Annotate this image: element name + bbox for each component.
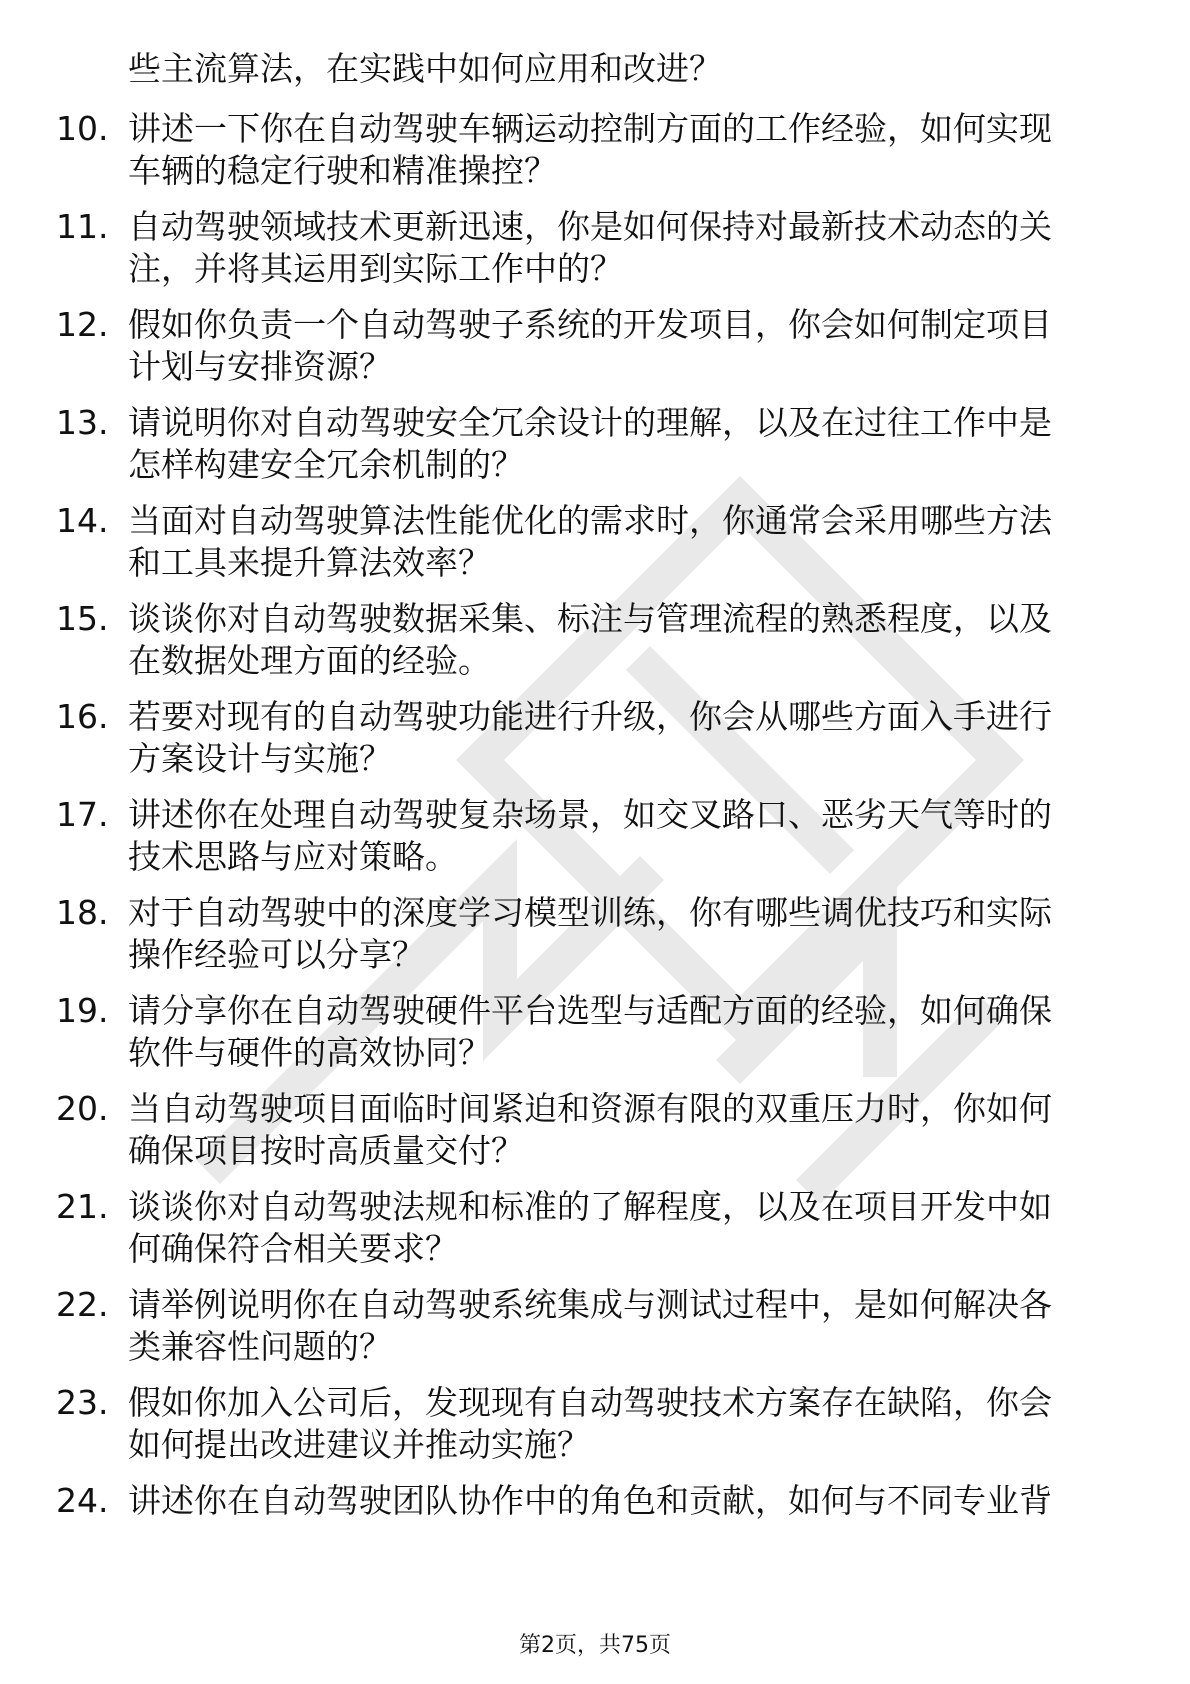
- question-text-line: 请说明你对自动驾驶安全冗余设计的理解，以及在过往工作中是: [128, 403, 1052, 442]
- question-number: 12.: [56, 305, 109, 344]
- list-item: [0, 108, 1190, 204]
- question-text-line: 操作经验可以分享？: [128, 935, 425, 974]
- question-text-line: 注，并将其运用到实际工作中的？: [128, 249, 623, 288]
- page-number-footer: 第2页，共75页: [519, 1633, 671, 1658]
- continued-question-text: 些主流算法，在实践中如何应用和改进？: [128, 49, 722, 88]
- question-text-line: 和工具来提升算法效率？: [128, 543, 491, 582]
- question-text-line: 车辆的稳定行驶和精准操控？: [128, 151, 557, 190]
- question-number: 24.: [56, 1481, 109, 1520]
- list-item: [0, 1480, 1190, 1576]
- question-text-line: 假如你加入公司后，发现现有自动驾驶技术方案存在缺陷，你会: [128, 1383, 1052, 1422]
- question-number: 10.: [56, 109, 109, 148]
- question-text-line: 当面对自动驾驶算法性能优化的需求时，你通常会采用哪些方法: [128, 501, 1052, 540]
- question-number: 19.: [56, 991, 109, 1030]
- question-number: 22.: [56, 1285, 109, 1324]
- question-number: 18.: [56, 893, 109, 932]
- question-text-line: 软件与硬件的高效协同？: [128, 1033, 491, 1072]
- question-list: [0, 108, 1190, 1578]
- question-number: 20.: [56, 1089, 109, 1128]
- question-number: 17.: [56, 795, 109, 834]
- list-item: [0, 892, 1190, 988]
- list-item: [0, 1186, 1190, 1282]
- question-text-line: 在数据处理方面的经验。: [128, 641, 491, 680]
- list-item: [0, 1382, 1190, 1478]
- question-text-line: 对于自动驾驶中的深度学习模型训练，你有哪些调优技巧和实际: [128, 893, 1052, 932]
- list-item: [0, 1284, 1190, 1380]
- question-text-line: 请分享你在自动驾驶硬件平台选型与适配方面的经验，如何确保: [128, 991, 1052, 1030]
- list-item: [0, 1088, 1190, 1184]
- question-text-line: 方案设计与实施？: [128, 739, 392, 778]
- question-number: 21.: [56, 1187, 109, 1226]
- question-text-line: 技术思路与应对策略。: [128, 837, 458, 876]
- question-number: 14.: [56, 501, 109, 540]
- question-number: 23.: [56, 1383, 109, 1422]
- question-text-line: 怎样构建安全冗余机制的？: [128, 445, 524, 484]
- question-number: 15.: [56, 599, 109, 638]
- list-item: [0, 990, 1190, 1086]
- question-text-line: 谈谈你对自动驾驶法规和标准的了解程度，以及在项目开发中如: [128, 1187, 1052, 1226]
- question-number: 16.: [56, 697, 109, 736]
- question-text-line: 当自动驾驶项目面临时间紧迫和资源有限的双重压力时，你如何: [128, 1089, 1052, 1128]
- question-text-line: 确保项目按时高质量交付？: [128, 1131, 524, 1170]
- list-item: [0, 500, 1190, 596]
- question-text-line: 类兼容性问题的？: [128, 1327, 392, 1366]
- question-text-line: 自动驾驶领域技术更新迅速，你是如何保持对最新技术动态的关: [128, 207, 1052, 246]
- question-text-line: 讲述你在自动驾驶团队协作中的角色和贡献，如何与不同专业背: [128, 1481, 1052, 1520]
- list-item: [0, 304, 1190, 400]
- question-text-line: 假如你负责一个自动驾驶子系统的开发项目，你会如何制定项目: [128, 305, 1052, 344]
- list-item: [0, 696, 1190, 792]
- question-text-line: 请举例说明你在自动驾驶系统集成与测试过程中，是如何解决各: [128, 1285, 1052, 1324]
- question-text-line: 如何提出改进建议并推动实施？: [128, 1425, 590, 1464]
- list-item: [0, 402, 1190, 498]
- question-number: 11.: [56, 207, 109, 246]
- question-text-line: 谈谈你对自动驾驶数据采集、标注与管理流程的熟悉程度，以及: [128, 599, 1052, 638]
- question-text-line: 若要对现有的自动驾驶功能进行升级，你会从哪些方面入手进行: [128, 697, 1052, 736]
- question-number: 13.: [56, 403, 109, 442]
- question-text-line: 讲述你在处理自动驾驶复杂场景，如交叉路口、恶劣天气等时的: [128, 795, 1052, 834]
- question-text-line: 讲述一下你在自动驾驶车辆运动控制方面的工作经验，如何实现: [128, 109, 1052, 148]
- question-text-line: 何确保符合相关要求？: [128, 1229, 458, 1268]
- list-item: [0, 206, 1190, 302]
- list-item: [0, 598, 1190, 694]
- question-text-line: 计划与安排资源？: [128, 347, 392, 386]
- list-item: [0, 794, 1190, 890]
